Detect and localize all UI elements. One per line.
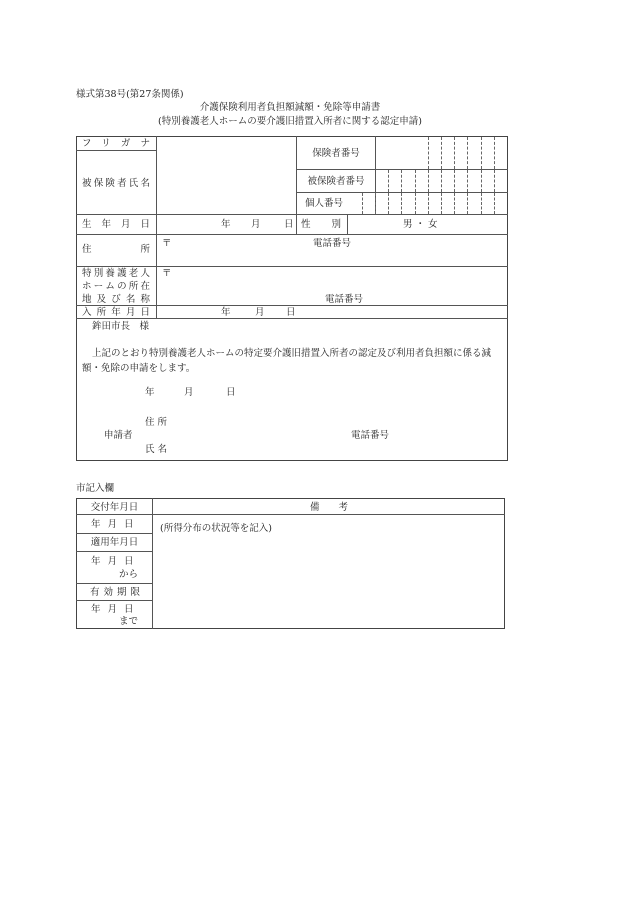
insurer-number-field[interactable] <box>376 137 507 169</box>
phone-label: 電話番号 <box>313 238 352 249</box>
facility-phone-label: 電話番号 <box>325 294 364 305</box>
application-month: 月 <box>184 387 194 398</box>
applicant-name-label: 氏 名 <box>145 444 168 455</box>
facility-label-line-3: 地及び名称 <box>82 294 150 305</box>
from-label: から <box>119 569 139 580</box>
from-ymd-label: 年 月 日 <box>91 556 134 567</box>
sex-options[interactable]: 男 ・ 女 <box>403 219 438 230</box>
personal-number-label: 個人番号 <box>305 198 344 209</box>
insured-name-label: 被保険者氏名 <box>82 178 150 189</box>
applied-date-label: 適用年月日 <box>90 537 139 548</box>
facility-label-line-2: ホームの所在 <box>82 281 150 292</box>
form-title: 介護保険利用者負担額減額・免除等申請書 <box>199 102 381 113</box>
admission-date-label: 入所年月日 <box>82 307 150 318</box>
furigana-field[interactable] <box>157 137 295 150</box>
application-body-text: 上記のとおり特別養護老人ホームの特定要介護旧措置入所者の認定及び利用者負担額に係る減額・免除の申請をします。 <box>82 348 492 374</box>
birthdate-day: 日 <box>284 219 294 230</box>
admission-month: 月 <box>255 307 265 318</box>
personal-number-field[interactable] <box>349 193 507 214</box>
application-day: 日 <box>226 387 236 398</box>
postal-mark: 〒 <box>162 238 172 249</box>
admission-year: 年 <box>221 307 231 318</box>
insurer-number-label: 保険者番号 <box>312 148 360 159</box>
applicant-phone-label: 電話番号 <box>351 430 390 441</box>
until-label: まで <box>119 616 139 627</box>
applicant-address-label: 住 所 <box>145 417 168 428</box>
issue-ymd-label: 年 月 日 <box>91 519 134 530</box>
admission-day: 日 <box>286 307 296 318</box>
address-field[interactable] <box>175 236 505 264</box>
issue-date-label: 交付年月日 <box>90 502 139 513</box>
remarks-label: 備 考 <box>309 502 348 513</box>
facility-field[interactable] <box>175 268 505 304</box>
insured-name-field[interactable] <box>157 151 295 213</box>
form-subtitle: (特別養護老人ホームの要介護旧措置入所者に関する認定申請) <box>158 116 422 127</box>
application-year: 年 <box>145 387 155 398</box>
remarks-field[interactable] <box>154 536 503 627</box>
addressee: 鉾田市長 様 <box>92 321 150 332</box>
insured-number-field[interactable] <box>376 170 507 192</box>
address-label: 住所 <box>82 244 150 255</box>
applicant-label: 申請者 <box>104 430 133 441</box>
until-ymd-label: 年 月 日 <box>91 604 134 615</box>
office-section-title: 市記入欄 <box>76 483 115 494</box>
birthdate-month: 月 <box>251 219 261 230</box>
form-number: 様式第38号(第27条関係) <box>76 89 184 100</box>
furigana-label: フリガナ <box>82 138 150 149</box>
facility-postal-mark: 〒 <box>162 268 172 279</box>
birthdate-label: 生年月日 <box>82 219 150 230</box>
sex-label: 性別 <box>301 219 341 230</box>
remarks-note: (所得分布の状況等を記入) <box>160 523 272 534</box>
validity-label: 有効期限 <box>90 587 140 598</box>
facility-label-line-1: 特別養護老人 <box>82 268 150 279</box>
birthdate-year: 年 <box>221 219 231 230</box>
insured-number-label: 被保険者番号 <box>307 176 365 187</box>
